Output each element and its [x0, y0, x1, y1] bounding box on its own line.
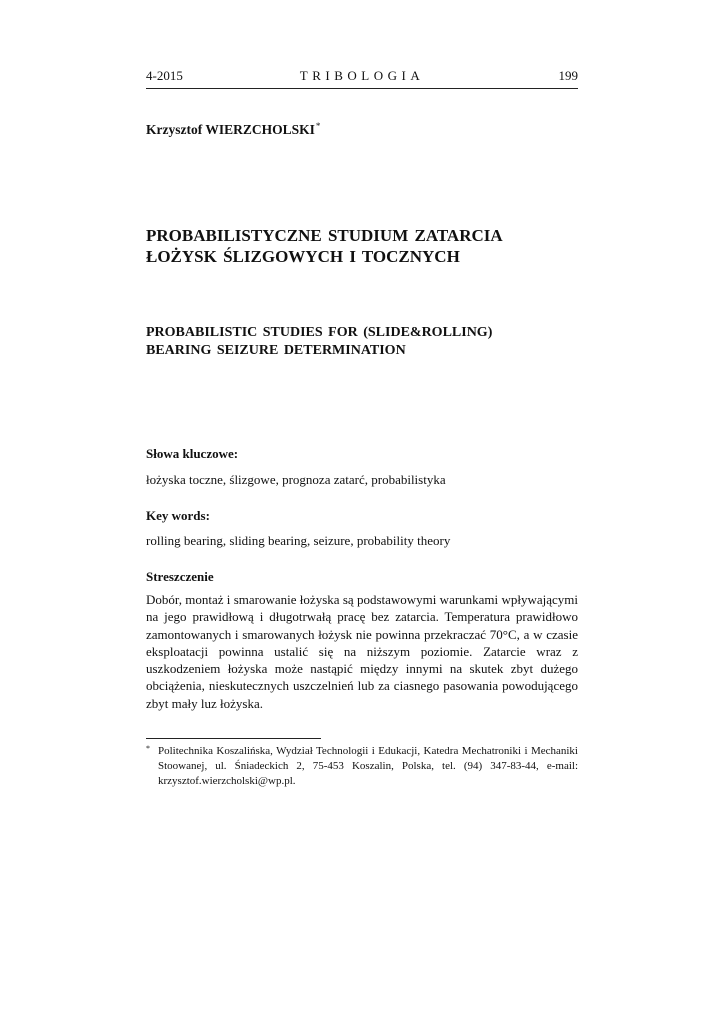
title-polish-line-2: ŁOŻYSK ŚLIZGOWYCH I TOCZNYCH [146, 247, 460, 266]
author-line [146, 121, 320, 138]
title-english-line-1: PROBABILISTIC STUDIES FOR (SLIDE&ROLLING) [146, 325, 493, 340]
keywords-polish-text: łożyska toczne, ślizgowe, prognoza zatarć, probabilistyka [146, 472, 446, 487]
keywords-english-heading: Key words: [146, 508, 210, 523]
title-english-line-2: BEARING SEIZURE DETERMINATION [146, 343, 406, 358]
footnote-separator [146, 738, 321, 739]
page-number: 199 [558, 68, 578, 83]
title-english [146, 324, 586, 360]
author-name: Krzysztof WIERZCHOLSKI [146, 122, 315, 137]
title-polish [146, 225, 586, 267]
footnote [146, 744, 578, 788]
keywords-english-text: rolling bearing, sliding bearing, seizure, probability theory [146, 533, 451, 548]
abstract-heading: Streszczenie [146, 569, 214, 584]
footnote-marker: * [146, 744, 150, 753]
journal-name: TRIBOLOGIA [299, 68, 425, 83]
author-footnote-marker: * [315, 121, 321, 131]
issue-number: 4-2015 [146, 68, 183, 83]
abstract-text: Dobór, montaż i smarowanie łożyska są podstawowymi warunkami wpływającymi na jego prawidłową i długotrwałą pracę bez zatarcia. Temperatura prawidłowo zamontowanych i smarowanych łożysk nie powinna przekraczać 70°C, a w czasie eksploatacji powinna ustalić się na niższym poziomie. Zatarcie wraz z uszkodzeniem łożyska może nastąpić między innymi na skutek zbyt dużego obciążenia, nieskutecznych uszczelnień lub za ciasnego pasowania powodującego zbyt mały luz łożyska. [146, 592, 578, 711]
keywords-polish-heading: Słowa kluczowe: [146, 446, 239, 461]
title-polish-line-1: PROBABILISTYCZNE STUDIUM ZATARCIA [146, 226, 503, 245]
footnote-text: Politechnika Koszalińska, Wydział Technologii i Edukacji, Katedra Mechatroniki i Mechaniki Stoowanej, ul. Śniadeckich 2, 75-453 Koszalin, Polska, tel. (94) 347-83-44, e-mail: krzysztof.wierzcholski@wp.pl. [158, 745, 578, 787]
running-header [146, 68, 578, 89]
